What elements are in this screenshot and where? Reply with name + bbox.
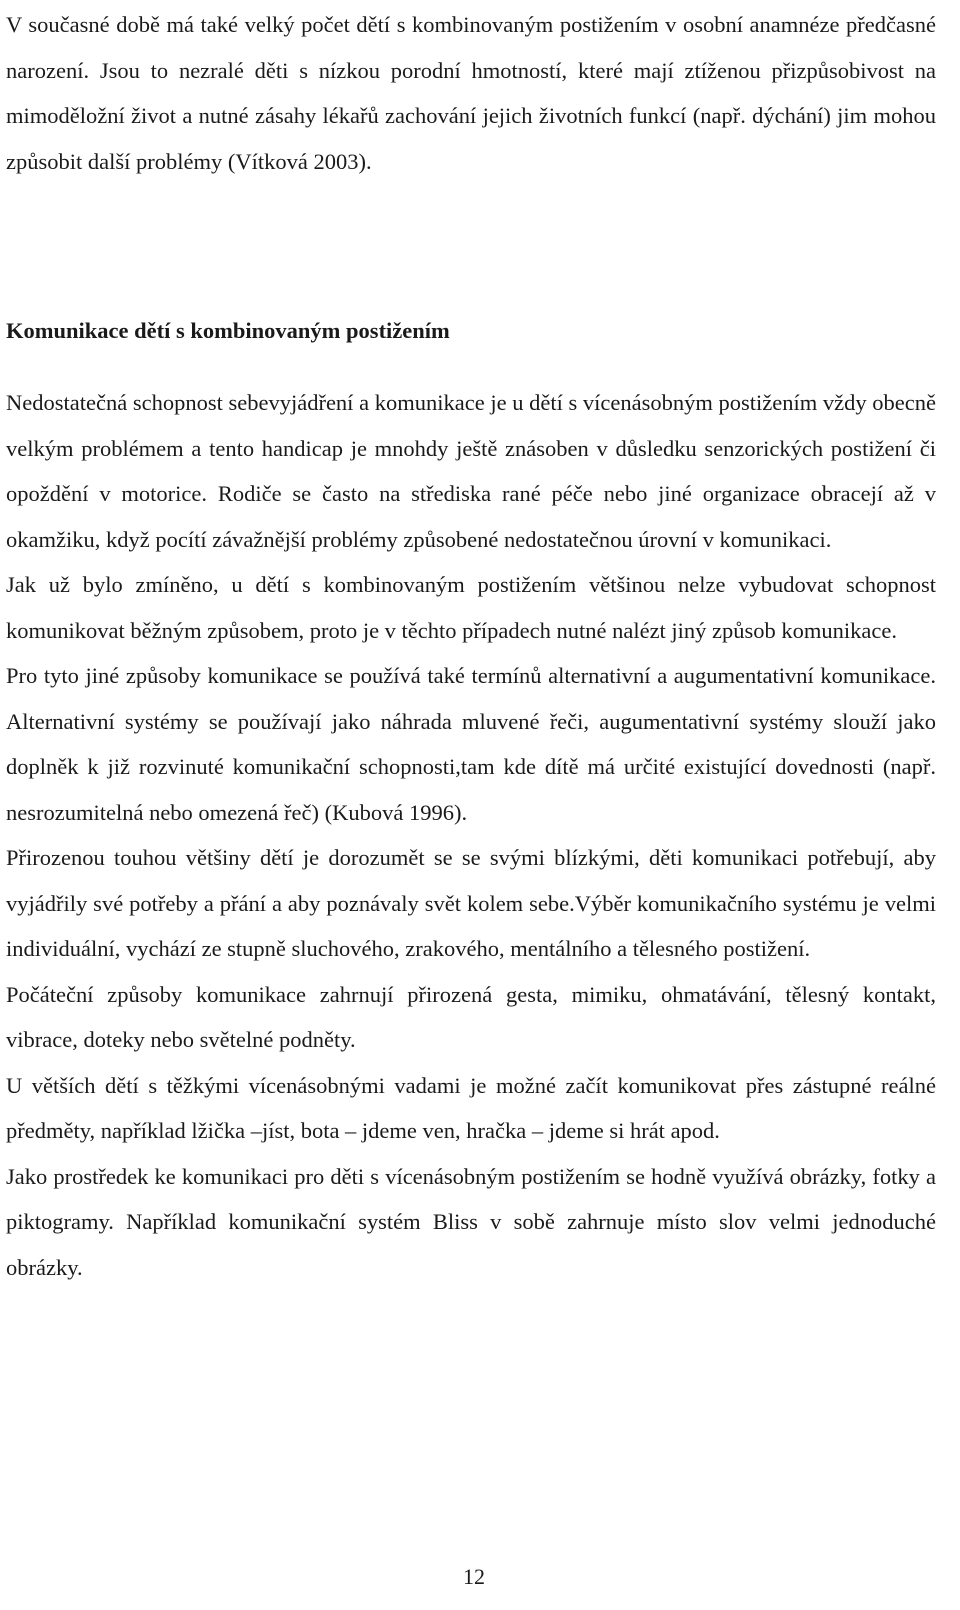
body-paragraph: Počáteční způsoby komunikace zahrnují přirozená gesta, mimiku, ohmatávání, tělesný kontakt, vibrace, doteky nebo světelné podněty. (6, 981, 936, 1052)
section-heading: Komunikace dětí s kombinovaným postižením (6, 318, 450, 343)
body-paragraph: Přirozenou touhou většiny dětí je dorozumět se se svými blízkými, děti komunikaci potřebují, aby vyjádřily své potřeby a přání a aby poznávaly svět kolem sebe.Výběr komunikačního systému je velmi individuální, vychází ze stupně sluchového, zrakového, mentálního a tělesného postižení. (6, 845, 936, 961)
body-paragraph: Jak už bylo zmíněno, u dětí s kombinovaným postižením většinou nelze vybudovat schopnost komunikovat běžným způsobem, proto je v těchto případech nutné nalézt jiný způsob komunikace. (6, 572, 936, 643)
body-paragraph: U větších dětí s těžkými vícenásobnými vadami je možné začít komunikovat přes zástupné reálné předměty, například lžička –jíst, bota – jdeme ven, hračka – jdeme si hrát apod. (6, 1072, 936, 1143)
page-number: 12 (463, 1564, 485, 1589)
section-body (6, 380, 936, 1290)
body-paragraph: Jako prostředek ke komunikaci pro děti s vícenásobným postižením se hodně využívá obrázky, fotky a piktogramy. Například komunikační systém Bliss v sobě zahrnuje místo slov velmi jednoduché obrázky. (6, 1163, 936, 1280)
body-paragraph: Pro tyto jiné způsoby komunikace se používá také termínů alternativní a augumentativní komunikace. Alternativní systémy se používají jako náhrada mluvené řeči, augumentativní systémy slouží jako doplněk k již rozvinuté komunikační schopnosti,tam kde dítě má určité existující dovednosti (např. nesrozumitelná nebo omezená řeč) (Kubová 1996). (6, 663, 936, 825)
intro-paragraph: V současné době má také velký počet dětí s kombinovaným postižením v osobní anamnéze předčasné narození. Jsou to nezralé děti s nízkou porodní hmotností, které mají ztíženou přizpůsobivost na mimoděložní život a nutné zásahy lékařů zachování jejich životních funkcí (např. dýchání) jim mohou způsobit další problémy (Vítková 2003). (6, 12, 936, 174)
body-paragraph: Nedostatečná schopnost sebevyjádření a komunikace je u dětí s vícenásobným postižením vždy obecně velkým problémem a tento handicap je mnohdy ještě znásoben v důsledku senzorických postižení či opoždění v motorice. Rodiče se často na střediska rané péče nebo jiné organizace obracejí až v okamžiku, když pocítí závažnější problémy způsobené nedostatečnou úrovní v komunikaci. (6, 390, 936, 552)
